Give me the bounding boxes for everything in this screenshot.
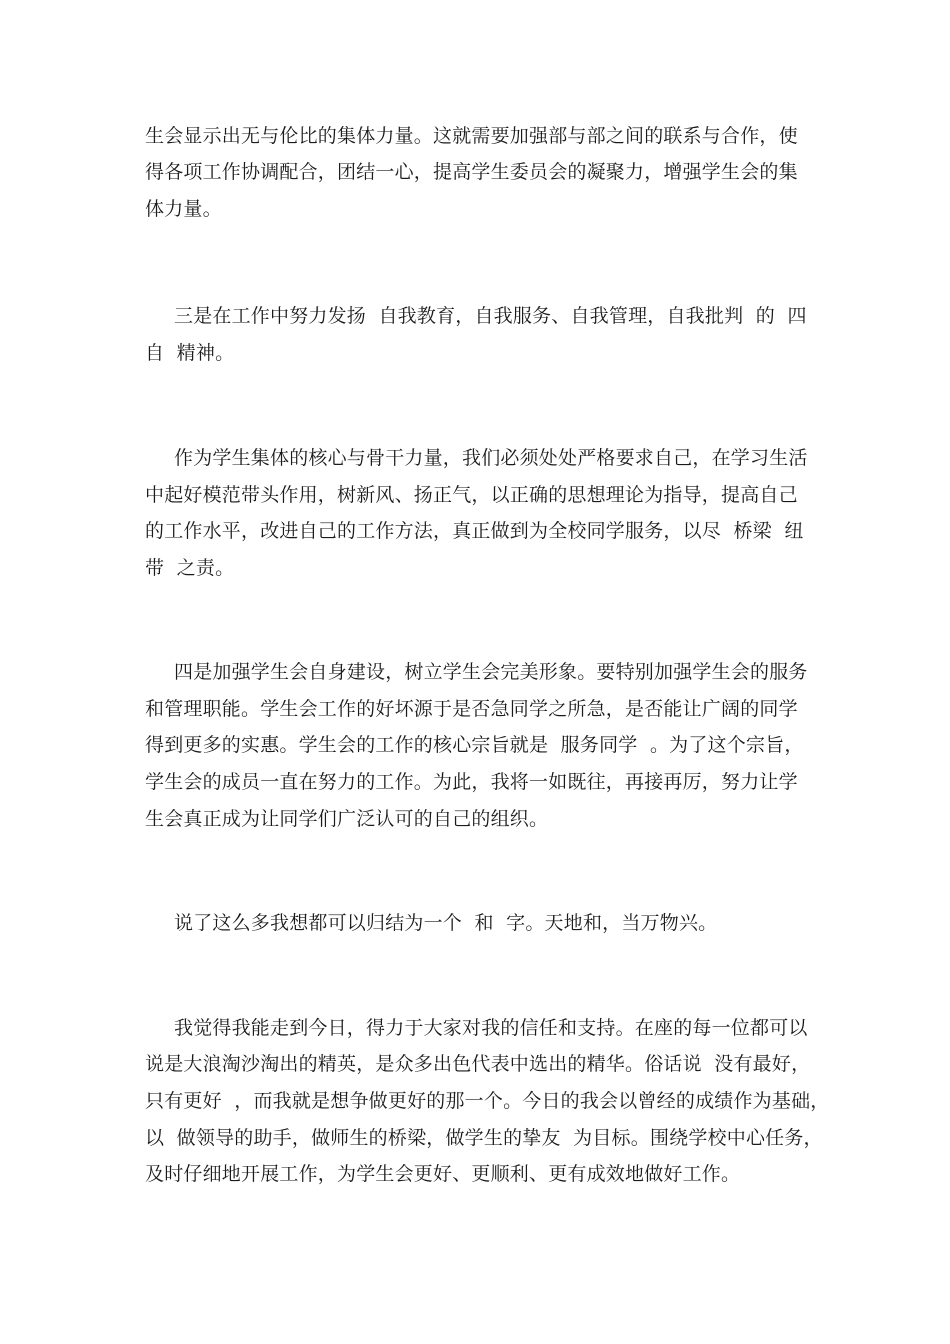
paragraph-4-line-2: 和管理职能。学生会工作的好坏源于是否急同学之所急，是否能让广阔的同学: [145, 698, 798, 720]
paragraph-6-line-1: 我觉得我能走到今日，得力于大家对我的信任和支持。在座的每一位都可以: [174, 1017, 808, 1039]
paragraph-3-line-4: 带 之责。: [145, 557, 235, 579]
paragraph-4-line-4: 学生会的成员一直在努力的工作。为此，我将一如既往，再接再厉，努力让学: [145, 771, 798, 793]
paragraph-4-line-1: 四是加强学生会自身建设，树立学生会完美形象。要特别加强学生会的服务: [174, 661, 808, 683]
paragraph-2-line-1: 三是在工作中努力发扬 自我教育，自我服务、自我管理，自我批判 的 四: [174, 305, 807, 327]
paragraph-1-line-2: 得各项工作协调配合，团结一心，提高学生委员会的凝聚力，增强学生会的集: [145, 161, 798, 183]
paragraph-6-line-4: 以 做领导的助手，做师生的桥梁，做学生的挚友 为目标。围绕学校中心任务，: [145, 1127, 823, 1149]
paragraph-3-line-2: 中起好模范带头作用，树新风、扬正气，以正确的思想理论为指导，提高自己: [145, 484, 798, 506]
paragraph-4-line-5: 生会真正成为让同学们广泛认可的自己的组织。: [145, 808, 549, 830]
paragraph-2-line-2: 自 精神。: [145, 342, 235, 364]
paragraph-6-line-5: 及时仔细地开展工作，为学生会更好、更顺利、更有成效地做好工作。: [145, 1163, 741, 1185]
paragraph-6-line-3: 只有更好 ，而我就是想争做更好的那一个。今日的我会以曾经的成绩作为基础，: [145, 1090, 830, 1112]
paragraph-3-line-1: 作为学生集体的核心与骨干力量，我们必须处处严格要求自己，在学习生活: [174, 447, 808, 469]
paragraph-3-line-3: 的工作水平，改进自己的工作方法，真正做到为全校同学服务，以尽 桥梁 纽: [145, 520, 804, 542]
paragraph-4-line-3: 得到更多的实惠。学生会的工作的核心宗旨就是 服务同学 。为了这个宗旨，: [145, 734, 804, 756]
paragraph-5-line-1: 说了这么多我想都可以归结为一个 和 字。天地和，当万物兴。: [174, 912, 718, 934]
paragraph-1-line-1: 生会显示出无与伦比的集体力量。这就需要加强部与部之间的联系与合作，使: [145, 125, 798, 147]
paragraph-1-line-3: 体力量。: [145, 198, 222, 220]
paragraph-6-line-2: 说是大浪淘沙淘出的精英，是众多出色代表中选出的精华。俗话说 没有最好，: [145, 1053, 811, 1075]
